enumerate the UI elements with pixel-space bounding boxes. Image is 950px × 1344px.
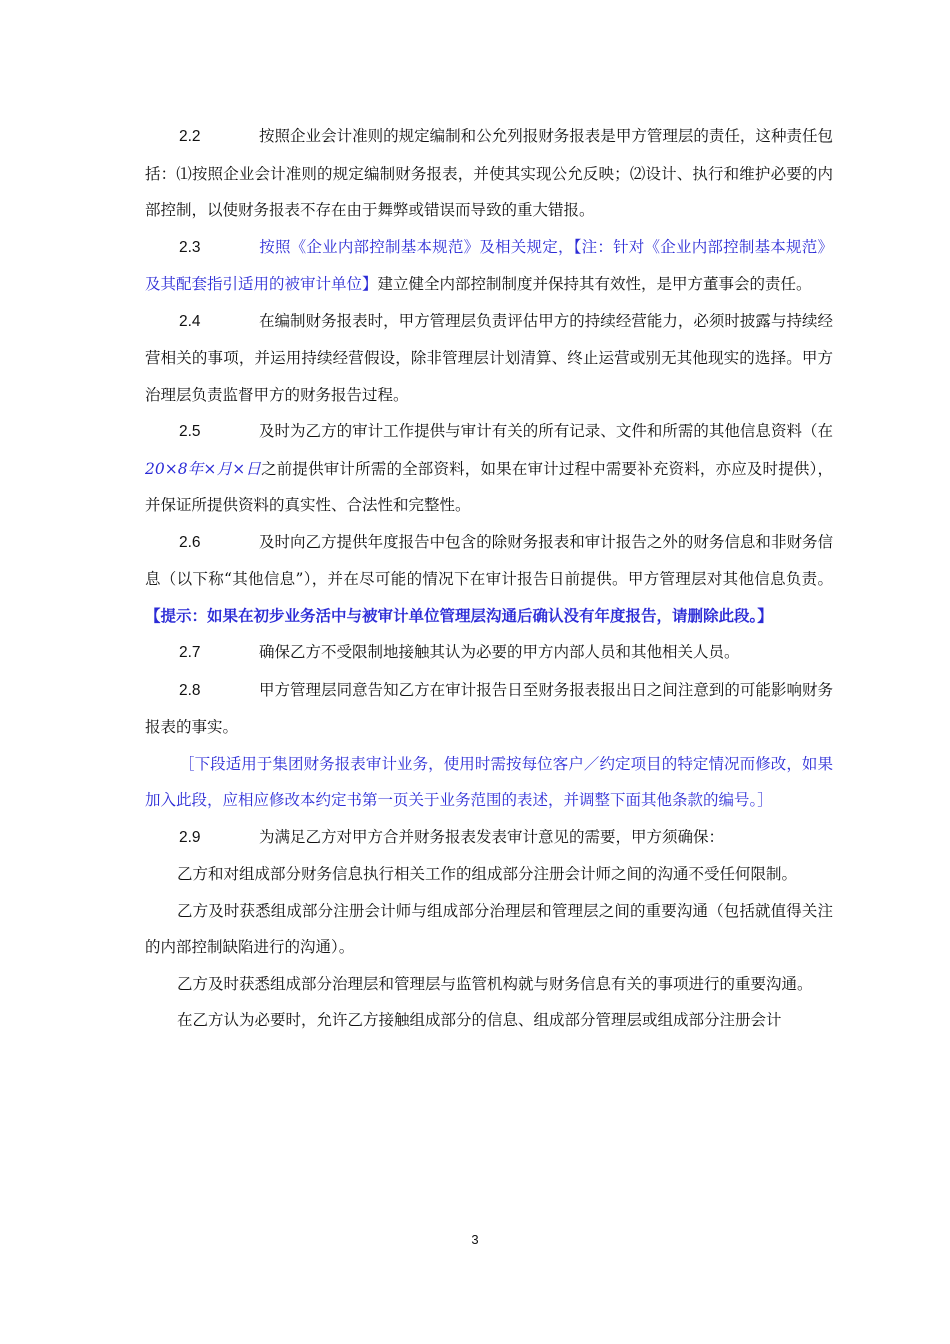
clause-2-4 [145, 303, 833, 414]
clause-text: 为满足乙方对甲方合并财务报表发表审计意见的需要，甲方须确保： [259, 827, 725, 846]
clause-number: 2.2 [179, 128, 201, 145]
sub-item: 乙方及时获悉组成部分注册会计师与组成部分治理层和管理层之间的重要沟通（包括就值得关注的内部控制缺陷进行的沟通）。 [145, 901, 833, 956]
clause-blue-text: 按照《企业内部控制基本规范》及相关规定， [259, 237, 574, 256]
clause-text: 建立健全内部控制制度并保持其有效性，是甲方董事会的责任。 [377, 275, 812, 293]
document-body [145, 118, 833, 1039]
clause-2-9 [145, 819, 833, 857]
clause-text: 及时向乙方提供年度报告中包含的除财务报表和审计报告之外的财务信息和非财务信息（以下称“其他信息”），并在尽可能的情况下在审计报告日前提供。甲方管理层对其他信息负责。 [145, 532, 833, 588]
clause-text: 及时为乙方的审计工作提供与审计有关的所有记录、文件和所需的其他信息资料（在 [259, 422, 833, 440]
clause-2-3 [145, 229, 833, 303]
sub-item: 在乙方认为必要时，允许乙方接触组成部分的信息、组成部分管理层或组成部分注册会计 [177, 1011, 782, 1029]
sub-item: 乙方及时获悉组成部分治理层和管理层与监管机构就与财务信息有关的事项进行的重要沟通。 [177, 974, 813, 993]
clause-text-continued: 之前提供审计所需的全部资料，如果在审计过程中需要补充资料，亦应及时提供），并保证所提供资料的真实性、合法性和完整性。 [145, 459, 833, 514]
clause-number: 2.7 [179, 644, 201, 661]
clause-text: 在编制财务报表时，甲方管理层负责评估甲方的持续经营能力，必须时披露与持续经营相关的事项，并运用持续经营假设，除非管理层计划清算、终止运营或别无其他现实的选择。甲方治理层负责监督甲方的财务报告过程。 [145, 311, 833, 404]
clause-number: 2.6 [179, 533, 201, 551]
group-audit-note: ［下段适用于集团财务报表审计业务，使用时需按每位客户／约定项目的特定情况而修改，如果加入此段，应相应修改本约定书第一页关于业务范围的表述，并调整下面其他条款的编号。］ [145, 754, 833, 809]
clause-note: 【注：针对《企业内部控制基本规范》及其配套指引适用的被审计单位】 [145, 237, 833, 293]
clause-number: 2.4 [179, 312, 201, 330]
clause-2-8 [145, 672, 833, 746]
clause-2-6 [145, 524, 833, 635]
clause-text: 确保乙方不受限制地接触其认为必要的甲方内部人员和其他相关人员。 [259, 643, 740, 661]
clause-text: 甲方管理层同意告知乙方在审计报告日至财务报表报出日之间注意到的可能影响财务报表的事实。 [145, 680, 833, 736]
clause-number: 2.9 [179, 828, 201, 846]
clause-number: 2.3 [179, 238, 201, 256]
clause-text: 按照企业会计准则的规定编制和公允列报财务报表是甲方管理层的责任，这种责任包括：⑴按照企业会计准则的规定编制财务报表，并使其实现公允反映；⑵设计、执行和维护必要的内部控制，以使财务报表不存在由于舞弊或错误而导致的重大错报。 [145, 127, 833, 219]
page-number: 3 [471, 1232, 479, 1247]
clause-2-5 [145, 413, 833, 524]
clause-hint: 【提示：如果在初步业务活中与被审计单位管理层沟通后确认没有年度报告，请删除此段。】 [145, 605, 773, 625]
sub-item: 乙方和对组成部分财务信息执行相关工作的组成部分注册会计师之间的沟通不受任何限制。 [177, 865, 798, 883]
date-placeholder: 20×8年×月×日 [145, 459, 262, 478]
clause-number: 2.8 [179, 681, 201, 699]
clause-2-7 [145, 634, 833, 672]
clause-number: 2.5 [179, 423, 201, 440]
clause-2-2 [145, 118, 833, 229]
